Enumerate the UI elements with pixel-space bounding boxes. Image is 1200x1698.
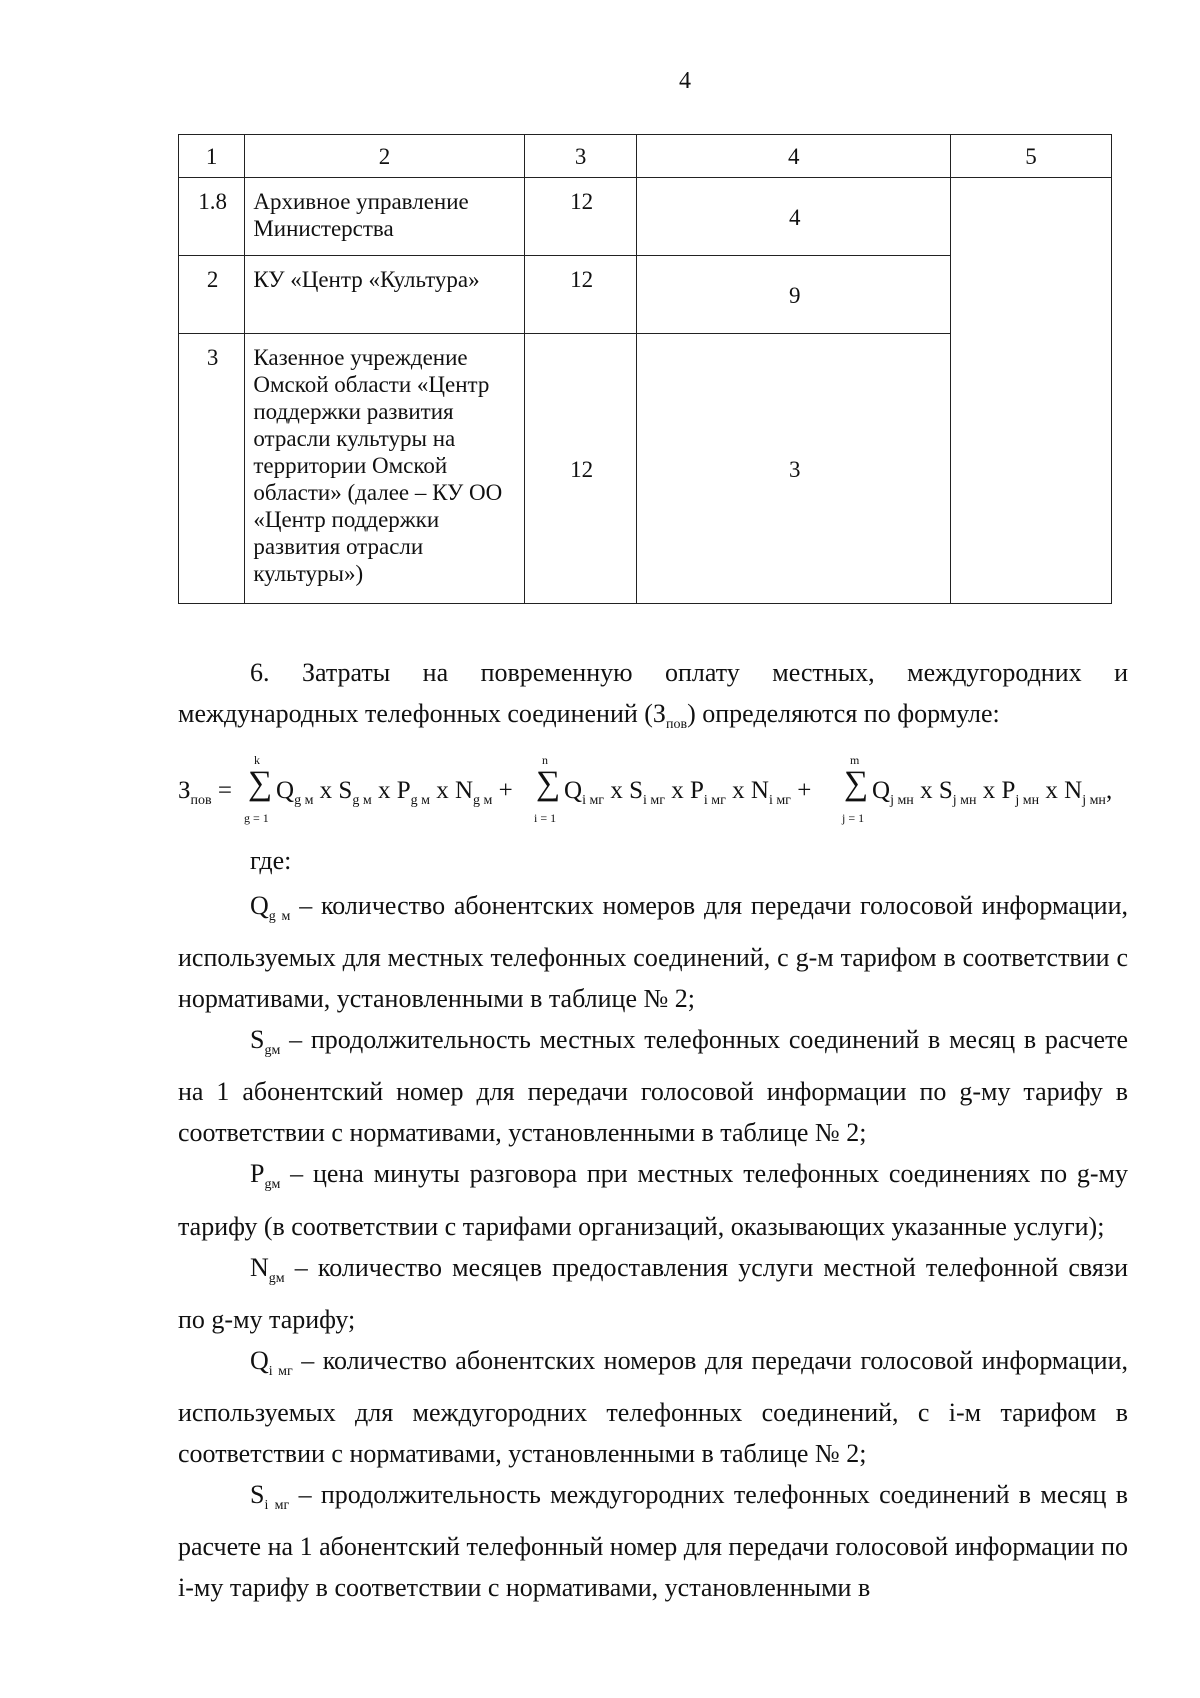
sum1-lower: g = 1 [244,811,269,825]
sum2-upper: n [542,753,548,767]
row-name: КУ «Центр «Культура» [245,256,524,334]
intro-sub: пов [665,717,688,733]
row-name: Архивное управление Министерства [245,178,524,256]
header-cell: 3 [524,135,637,178]
row-number: 1.8 [179,178,245,256]
sum3-upper: m [850,753,860,767]
page-number: 4 [679,68,691,94]
norms-table [178,134,1112,604]
where-label: где: [250,846,292,875]
formula-term-1: $Q_{g м}$ x $S_{g м}$ x $P_{g м}$ x $N_{g м}$ + [276,777,513,808]
intro-text: 6. Затраты на повременную оплату местных, междугородних и международных телефонных соединений (З [178,658,1128,728]
header-cell: 1 [179,135,245,178]
cost-formula [178,745,1138,835]
section-6-intro [178,652,1128,745]
sum2-lower: i = 1 [534,811,557,825]
row-number: 3 [179,334,245,604]
definition-item: $S_{i мг}$ – продолжительность междугородних телефонных соединений в месяц в расчете на 1 абонентский телефонный номер для передачи голосовой информации по i-му тарифу в соответствии с нормативами, установленными в [178,1479,1128,1603]
row-value-3: 12 [524,178,637,256]
sum2-sigma: ∑ [536,765,561,802]
definition-item: $N_{gм}$ – количество месяцев предоставления услуги местной телефонной связи по g-му тарифу; [178,1252,1128,1334]
header-cell: 5 [950,135,1111,178]
definitions-list [178,885,1128,1608]
row-number: 2 [179,256,245,334]
sum3-lower: j = 1 [842,811,865,825]
sum1-sigma: ∑ [248,765,273,802]
row-value-4: 9 [637,256,951,334]
row-value-3: 12 [524,334,637,604]
formula-lhs: $З_{пов}$ = [178,777,232,808]
row-value-4: 4 [637,178,951,256]
sum1-upper: k [254,753,260,767]
header-cell: 4 [637,135,951,178]
definition-item: $P_{gм}$ – цена минуты разговора при местных телефонных соединениях по g-му тарифу (в соответствии с тарифами организаций, оказывающих указанные услуги); [178,1159,1128,1241]
row-value-3: 12 [524,256,637,334]
table-row [179,178,1112,256]
formula-term-3: $Q_{j мн}$ x $S_{j мн}$ x $P_{j мн}$ x $N_{j мн}$, [872,777,1113,808]
definition-item: $Q_{g м}$ – количество абонентских номеров для передачи голосовой информации, используемых для местных телефонных соединений, с g-м тарифом в соответствии с нормативами, установленными в таблице № 2; [178,891,1129,1014]
intro-end: ) определяются по формуле: [687,699,1000,728]
header-cell: 2 [245,135,524,178]
row-name: Казенное учреждение Омской области «Центр поддержки развития отрасли культуры на территории Омской области» (далее – КУ ОО «Центр поддержки развития отрасли культуры») [245,334,524,604]
row-value-4: 3 [637,334,951,604]
definition-item: $Q_{i мг}$ – количество абонентских номеров для передачи голосовой информации, используемых для междугородних телефонных соединений, с i-м тарифом в соответствии с нормативами, установленными в таблице № 2; [178,1345,1128,1468]
formula-term-2: $Q_{i мг}$ x $S_{i мг}$ x $P_{i мг}$ x $N_{i мг}$ + [564,777,812,808]
merged-cell-5 [950,178,1111,604]
definition-item: $S_{gм}$ – продолжительность местных телефонных соединений в месяц в расчете на 1 абонентский номер для передачи голосовой информации по g-му тарифу в соответствии с нормативами, установленными в таблице № 2; [178,1025,1128,1148]
sum3-sigma: ∑ [844,765,869,802]
table-header-row [179,135,1112,178]
